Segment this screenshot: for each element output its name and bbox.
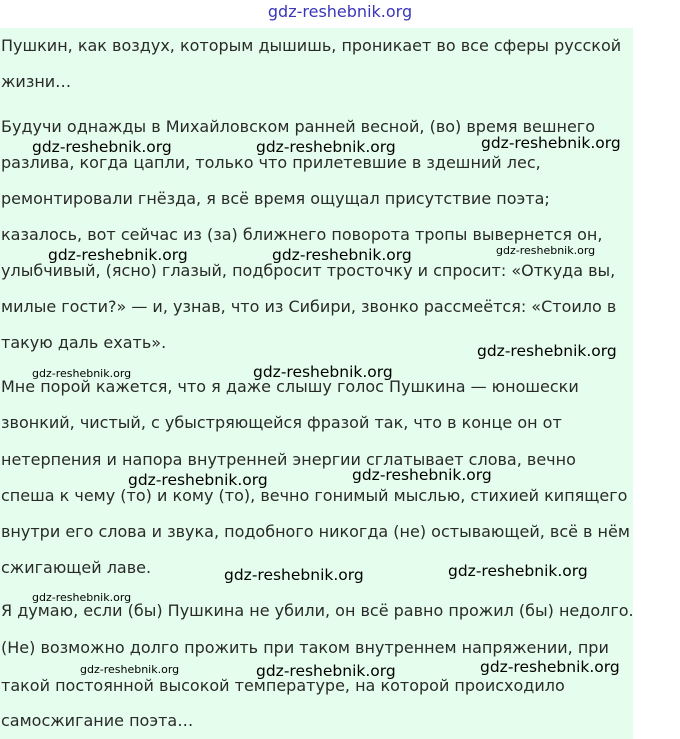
text-line: разлива, когда цапли, только что прилетевшие в здешний лес, — [1, 153, 541, 172]
text-line: Мне порой кажется, что я даже слышу голос Пушкина — юношески — [1, 377, 579, 396]
text-line: Пушкин, как воздух, которым дышишь, проникает во все сферы русской — [1, 36, 622, 55]
text-line: Я думаю, если (бы) Пушкина не убили, он всё равно прожил (бы) недолго. — [1, 601, 634, 620]
text-line: нетерпения и напора внутренней энергии сглатывает слова, вечно — [1, 450, 576, 469]
text-line: ремонтировали гнёзда, я всё время ощущал присутствие поэта; — [1, 189, 550, 208]
watermark: gdz-reshebnik.org — [480, 658, 620, 676]
text-line: казалось, вот сейчас из (за) ближнего поворота тропы вывернется он, — [1, 225, 603, 244]
text-line: такую даль ехать». — [1, 333, 167, 352]
watermark: gdz-reshebnik.org — [256, 662, 396, 680]
watermark: gdz-reshebnik.org — [272, 246, 412, 264]
watermark: gdz-reshebnik.org — [253, 363, 393, 381]
text-line: милые гости?» — и, узнав, что из Сибири, звонко рассмеётся: «Стоило в — [1, 297, 617, 316]
text-line: звонкий, чистый, с убыстряющейся фразой так, что в конце он от — [1, 413, 562, 432]
text-line: улыбчивый, (ясно) глазый, подбросит тросточку и спросит: «Откуда вы, — [1, 261, 616, 280]
watermark: gdz-reshebnik.org — [80, 663, 180, 676]
text-line: внутри его слова и звука, подобного никогда (не) остывающей, всё в нём — [1, 522, 630, 541]
text-line: самосжигание поэта… — [1, 711, 194, 730]
watermark: gdz-reshebnik.org — [496, 244, 596, 257]
watermark: gdz-reshebnik.org — [352, 466, 492, 484]
text-line: жизни… — [1, 72, 72, 91]
watermark: gdz-reshebnik.org — [32, 591, 132, 604]
site-header — [0, 0, 680, 26]
site-name[interactable]: gdz-reshebnik.org — [267, 2, 413, 21]
watermark: gdz-reshebnik.org — [448, 562, 588, 580]
watermark: gdz-reshebnik.org — [32, 138, 172, 156]
watermark: gdz-reshebnik.org — [481, 134, 621, 152]
text-line: такой постоянной высокой температуре, на которой происходило — [1, 676, 565, 695]
watermark: gdz-reshebnik.org — [48, 246, 188, 264]
watermark: gdz-reshebnik.org — [256, 138, 396, 156]
watermark: gdz-reshebnik.org — [224, 566, 364, 584]
watermark: gdz-reshebnik.org — [477, 342, 617, 360]
watermark: gdz-reshebnik.org — [128, 471, 268, 489]
text-line: Будучи однажды в Михайловском ранней весной, (во) время вешнего — [1, 117, 595, 136]
text-line: спеша к чему (то) и кому (то), вечно гонимый мыслью, стихией кипящего — [1, 486, 628, 505]
text-line: сжигающей лаве. — [1, 558, 152, 577]
watermark: gdz-reshebnik.org — [32, 367, 132, 380]
text-line: (Не) возможно долго прожить при таком внутреннем напряжении, при — [1, 638, 609, 657]
